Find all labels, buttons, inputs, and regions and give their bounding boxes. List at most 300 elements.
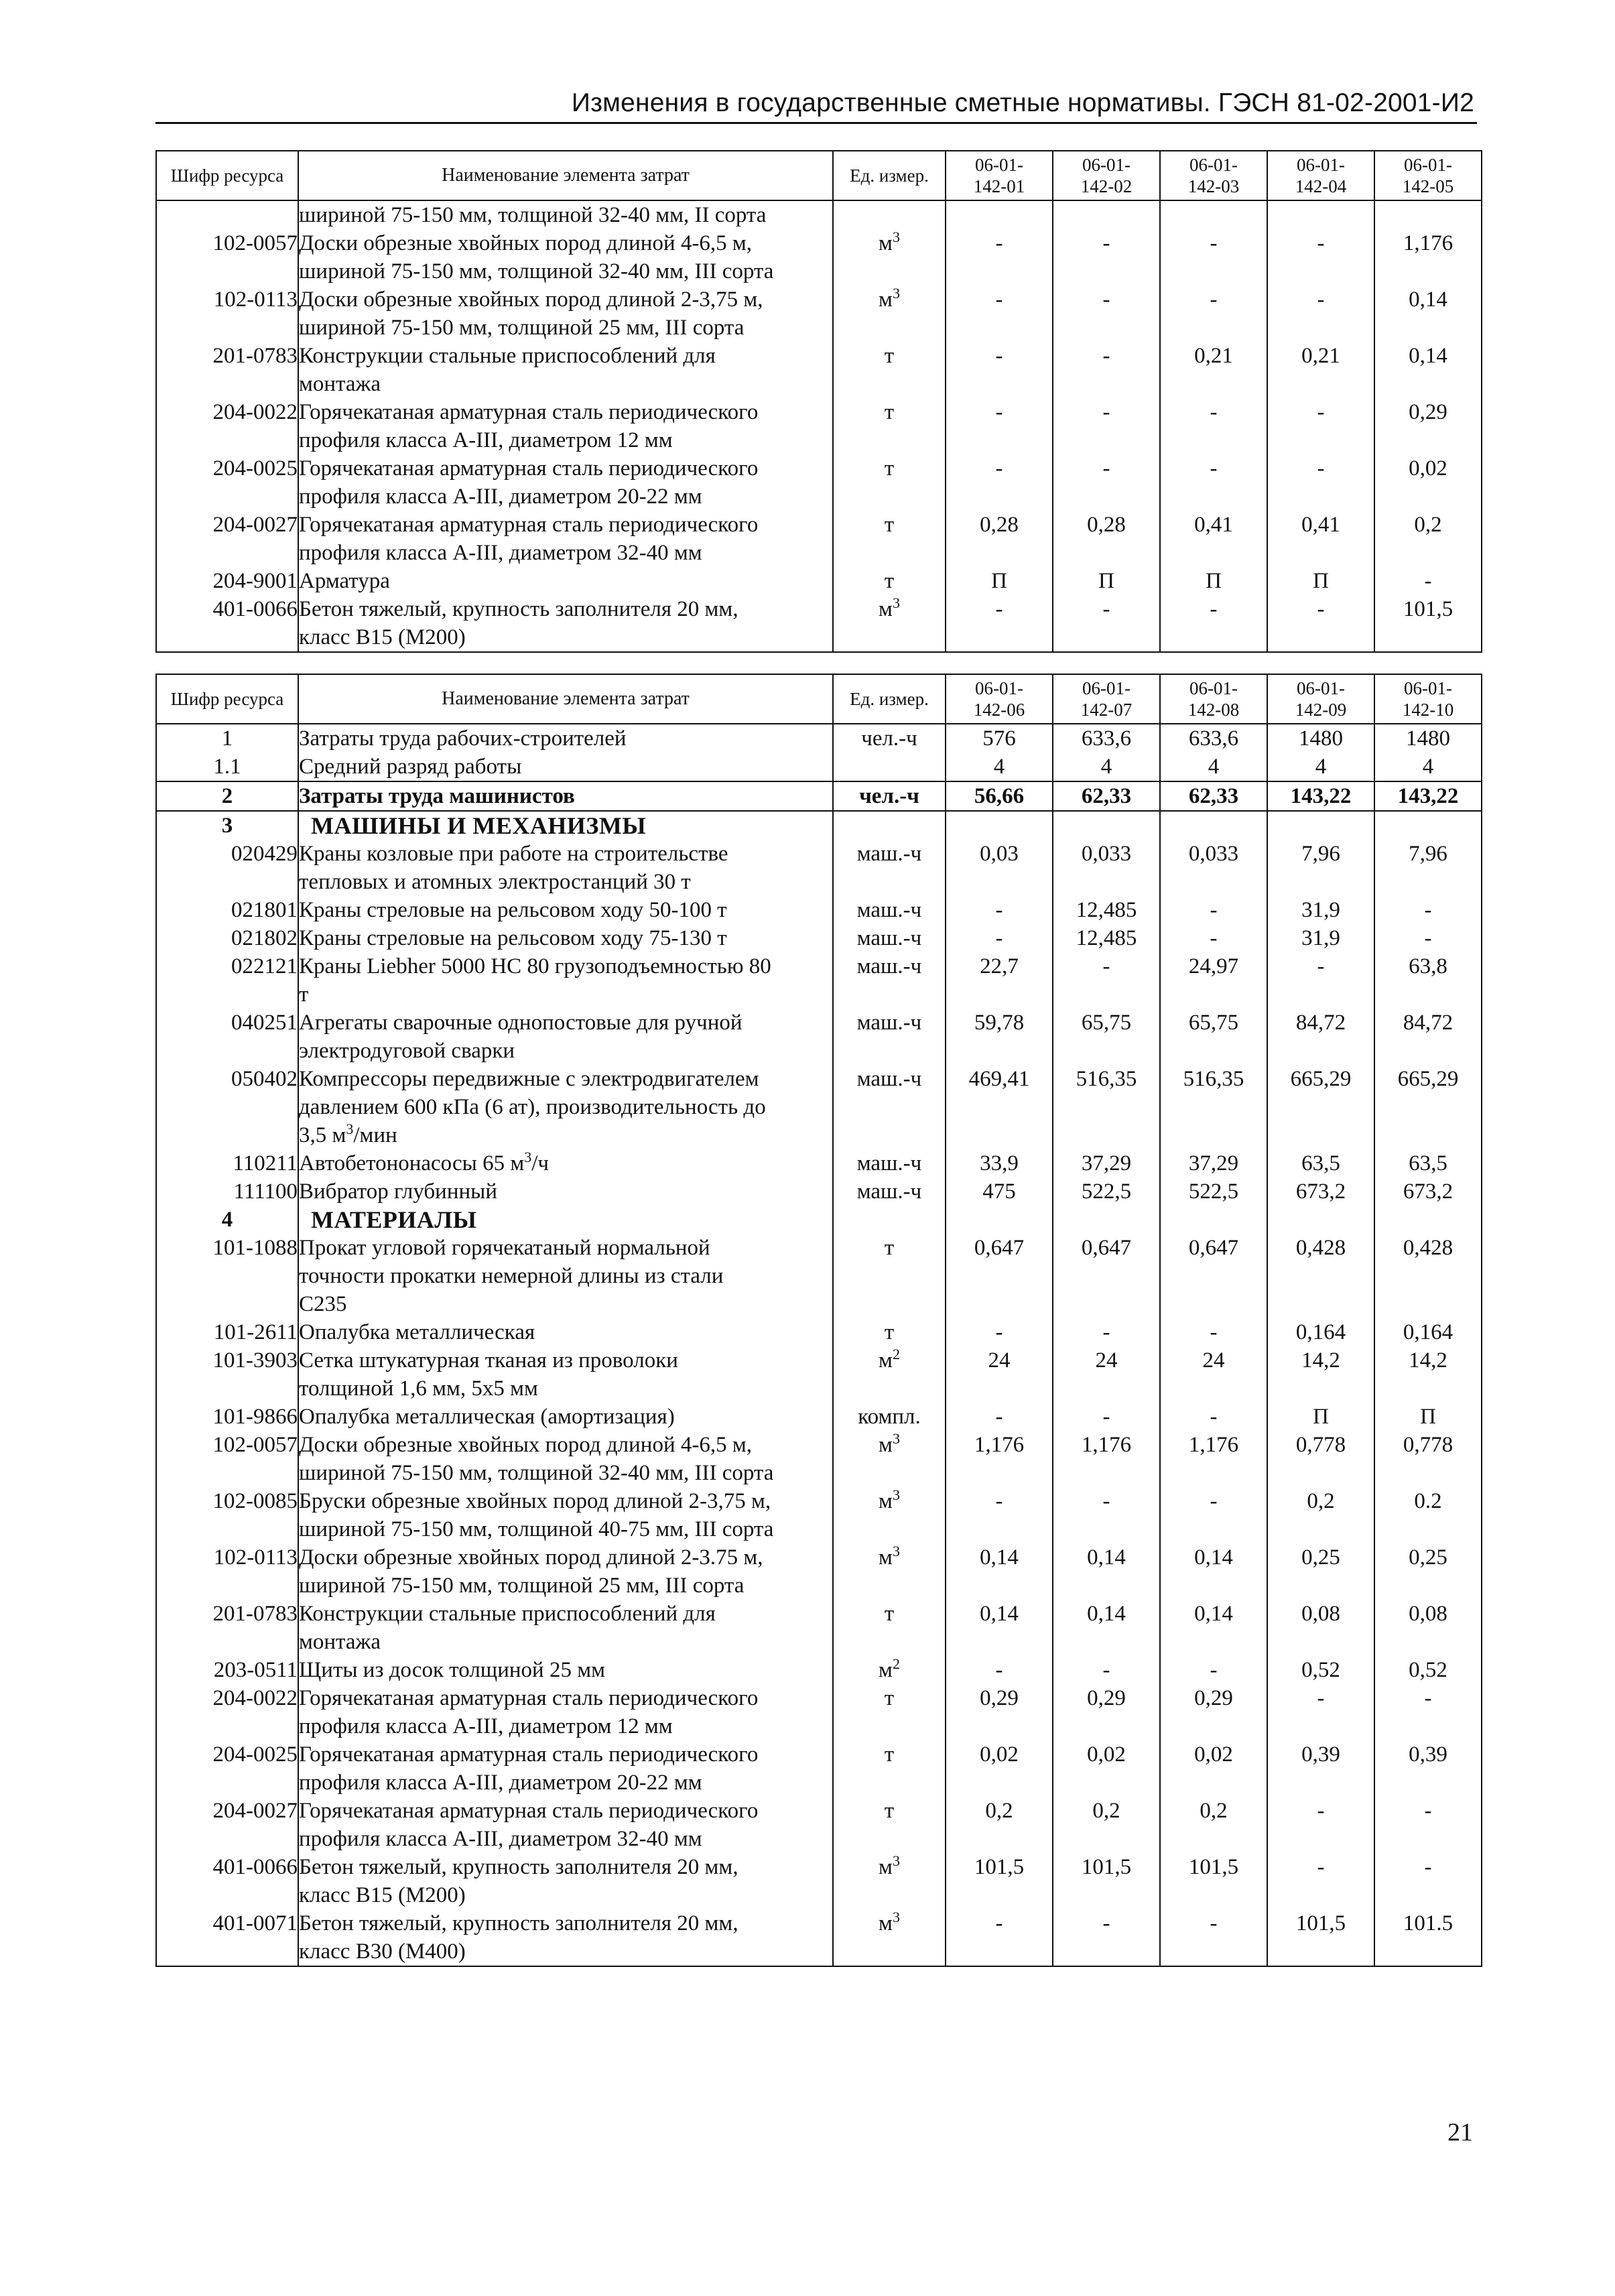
cell-norm-value: 24 xyxy=(946,1346,1053,1403)
cell-norm-value: 0,14 xyxy=(946,1543,1053,1600)
cell-resource-name xyxy=(298,1487,833,1543)
table-row xyxy=(156,1487,1482,1543)
cell-resource-name xyxy=(298,840,833,896)
cell-resource-code: 102-0085 xyxy=(156,1487,298,1543)
name-line: С235 xyxy=(299,1292,347,1316)
cell-resource-code: 040251 xyxy=(156,1009,298,1065)
cell-norm-value: 4 xyxy=(1267,753,1374,781)
table-row xyxy=(156,1346,1482,1403)
table-row xyxy=(156,1206,1482,1234)
cell-norm-value: 1,176 xyxy=(1053,1431,1160,1487)
cell-unit: $м^3$ xyxy=(833,1853,946,1909)
cell-norm-value: 63,5 xyxy=(1267,1149,1374,1177)
table-header-row xyxy=(156,674,1482,724)
name-line: Опалубка металлическая xyxy=(299,1320,535,1344)
cell-norm-value: - xyxy=(1160,1318,1267,1346)
cell-norm-value: 0,2 xyxy=(946,1797,1053,1853)
name-line: т xyxy=(299,982,309,1007)
name-line: класс В30 (М400) xyxy=(299,1939,466,1964)
cell-unit: маш.-ч xyxy=(833,1177,946,1206)
name-line: Краны козловые при работе на строительстве xyxy=(299,842,728,866)
name-line: Доски обрезные хвойных пород длиной 4-6,5 м, xyxy=(299,231,752,255)
name-line: профиля класса А-III, диаметром 12 мм xyxy=(299,1714,673,1738)
table-row xyxy=(156,200,1482,229)
cell-norm-value: - xyxy=(1053,1318,1160,1346)
col-header-name: Наименование элемента затрат xyxy=(298,674,833,724)
cell-resource-name xyxy=(298,1065,833,1149)
cell-resource-code: 021801 xyxy=(156,896,298,924)
cell-resource-name xyxy=(298,1656,833,1684)
cell-norm-value: 0,08 xyxy=(1267,1600,1374,1656)
cell-norm-value xyxy=(1160,200,1267,229)
cell-resource-name xyxy=(298,724,833,753)
cell-norm-value: - xyxy=(1160,595,1267,652)
table-row xyxy=(156,1600,1482,1656)
cell-norm-value xyxy=(1374,200,1482,229)
cell-resource-code: 204-0022 xyxy=(156,398,298,454)
name-line: монтажа xyxy=(299,372,381,396)
cell-unit: маш.-ч xyxy=(833,840,946,896)
cell-resource-name xyxy=(298,511,833,567)
col-header-norm: 06-01- 142-04 xyxy=(1267,151,1374,200)
cell-norm-value: 143,22 xyxy=(1374,781,1482,811)
cell-unit: маш.-ч xyxy=(833,952,946,1009)
cell-resource-code: 101-9866 xyxy=(156,1403,298,1431)
cell-norm-value: 143,22 xyxy=(1267,781,1374,811)
cell-resource-name xyxy=(298,1009,833,1065)
cell-norm-value: 1480 xyxy=(1374,724,1482,753)
table-row xyxy=(156,1909,1482,1966)
cell-resource-name xyxy=(298,1346,833,1403)
cell-resource-name xyxy=(298,1234,833,1318)
name-line: 3,5 $м^3$/мин xyxy=(299,1121,397,1147)
table-row xyxy=(156,454,1482,511)
cell-norm-value: 0.2 xyxy=(1374,1487,1482,1543)
cell-norm-value: 0,39 xyxy=(1374,1740,1482,1797)
cell-unit: $м^3$ xyxy=(833,1909,946,1966)
cell-norm-value: 0,29 xyxy=(946,1684,1053,1740)
name-line: Бетон тяжелый, крупность заполнителя 20 мм, xyxy=(299,597,738,621)
cell-norm-value: - xyxy=(1374,1797,1482,1853)
cell-norm-value: - xyxy=(1267,1853,1374,1909)
cell-resource-name xyxy=(298,1684,833,1740)
table-row xyxy=(156,952,1482,1009)
cell-unit: компл. xyxy=(833,1403,946,1431)
cell-norm-value: П xyxy=(1160,567,1267,595)
cell-norm-value: - xyxy=(1053,595,1160,652)
cell-norm-value: 7,96 xyxy=(1267,840,1374,896)
cell-norm-value xyxy=(1053,1206,1160,1234)
cell-resource-name xyxy=(298,1909,833,1966)
cell-resource-code: 1 xyxy=(156,724,298,753)
cell-unit: т xyxy=(833,342,946,398)
table-row xyxy=(156,567,1482,595)
cell-resource-name xyxy=(298,1543,833,1600)
cell-norm-value: 0,164 xyxy=(1267,1318,1374,1346)
cell-unit: $м^2$ xyxy=(833,1656,946,1684)
cell-norm-value: 0,2 xyxy=(1160,1797,1267,1853)
table-row xyxy=(156,1065,1482,1149)
col-header-unit: Ед. измер. xyxy=(833,674,946,724)
cell-unit xyxy=(833,811,946,840)
cell-norm-value: 0,2 xyxy=(1267,1487,1374,1543)
cell-norm-value: - xyxy=(946,454,1053,511)
name-line: Агрегаты сварочные однопостовые для ручной xyxy=(299,1011,742,1035)
name-line: Доски обрезные хвойных пород длиной 4-6,5 м, xyxy=(299,1433,752,1457)
name-line: шириной 75-150 мм, толщиной 40-75 мм, III сорта xyxy=(299,1517,774,1541)
cell-resource-code: 102-0057 xyxy=(156,229,298,285)
cell-norm-value: - xyxy=(1160,398,1267,454)
cell-unit: т xyxy=(833,567,946,595)
cell-norm-value: 101,5 xyxy=(1160,1853,1267,1909)
cell-norm-value: - xyxy=(946,896,1053,924)
name-line: профиля класса А-III, диаметром 20-22 мм xyxy=(299,485,702,509)
cell-resource-name xyxy=(298,454,833,511)
table-row xyxy=(156,285,1482,342)
cell-norm-value xyxy=(1160,811,1267,840)
cell-norm-value: 0,428 xyxy=(1374,1234,1482,1318)
resource-table-2 xyxy=(155,674,1482,1967)
table-row xyxy=(156,924,1482,952)
table-row xyxy=(156,1009,1482,1065)
col-header-name: Наименование элемента затрат xyxy=(298,151,833,200)
name-line: класс В15 (М200) xyxy=(299,1883,466,1907)
table-row xyxy=(156,811,1482,840)
cell-resource-code: 101-3903 xyxy=(156,1346,298,1403)
table-row xyxy=(156,229,1482,285)
cell-resource-code: 111100 xyxy=(156,1177,298,1206)
name-line: Затраты труда рабочих-строителей xyxy=(299,726,627,751)
table-row xyxy=(156,1740,1482,1797)
name-line: тепловых и атомных электростанций 30 т xyxy=(299,870,691,894)
cell-unit: $м^2$ xyxy=(833,1346,946,1403)
col-header-unit: Ед. измер. xyxy=(833,151,946,200)
cell-norm-value: 0,29 xyxy=(1160,1684,1267,1740)
cell-unit: т xyxy=(833,454,946,511)
cell-norm-value xyxy=(1160,1206,1267,1234)
cell-norm-value: 33,9 xyxy=(946,1149,1053,1177)
cell-norm-value: - xyxy=(1267,229,1374,285)
name-line: профиля класса А-III, диаметром 32-40 мм xyxy=(299,541,702,565)
col-header-norm: 06-01- 142-05 xyxy=(1374,151,1482,200)
cell-norm-value: 469,41 xyxy=(946,1065,1053,1149)
col-header-code: Шифр ресурса xyxy=(156,151,298,200)
cell-norm-value: 0,41 xyxy=(1267,511,1374,567)
name-line: Горячекатаная арматурная сталь периодического xyxy=(299,1686,759,1710)
cell-resource-name xyxy=(298,398,833,454)
cell-resource-code: 204-0025 xyxy=(156,1740,298,1797)
cell-norm-value: 56,66 xyxy=(946,781,1053,811)
cell-unit: маш.-ч xyxy=(833,924,946,952)
cell-norm-value: - xyxy=(1160,896,1267,924)
name-line: давлением 600 кПа (6 ат), производительность до xyxy=(299,1095,766,1119)
cell-norm-value: 84,72 xyxy=(1267,1009,1374,1065)
cell-norm-value: - xyxy=(1160,1909,1267,1966)
table-row xyxy=(156,753,1482,781)
cell-norm-value: - xyxy=(946,1909,1053,1966)
cell-norm-value: 673,2 xyxy=(1374,1177,1482,1206)
cell-resource-name xyxy=(298,896,833,924)
cell-unit: маш.-ч xyxy=(833,1065,946,1149)
name-line: Средний разряд работы xyxy=(299,755,522,779)
cell-norm-value: 84,72 xyxy=(1374,1009,1482,1065)
cell-norm-value: 24 xyxy=(1053,1346,1160,1403)
cell-norm-value: 0,41 xyxy=(1160,511,1267,567)
cell-unit xyxy=(833,1206,946,1234)
cell-norm-value: - xyxy=(1267,1797,1374,1853)
cell-norm-value xyxy=(946,200,1053,229)
cell-resource-name xyxy=(298,200,833,229)
name-line: монтажа xyxy=(299,1630,381,1654)
cell-norm-value: 475 xyxy=(946,1177,1053,1206)
cell-norm-value: П xyxy=(1374,1403,1482,1431)
cell-resource-name xyxy=(298,229,833,285)
cell-norm-value xyxy=(946,811,1053,840)
name-line: толщиной 1,6 мм, 5x5 мм xyxy=(299,1377,538,1401)
cell-norm-value: - xyxy=(1160,229,1267,285)
cell-resource-name xyxy=(298,1797,833,1853)
cell-resource-code: 204-0027 xyxy=(156,511,298,567)
name-line: Щиты из досок толщиной 25 мм xyxy=(299,1658,605,1682)
cell-norm-value: 576 xyxy=(946,724,1053,753)
name-line: Горячекатаная арматурная сталь периодического xyxy=(299,456,759,481)
cell-norm-value: 37,29 xyxy=(1053,1149,1160,1177)
cell-resource-code: 102-0113 xyxy=(156,285,298,342)
col-header-norm: 06-01- 142-02 xyxy=(1053,151,1160,200)
cell-norm-value: - xyxy=(1267,285,1374,342)
cell-norm-value: 0,29 xyxy=(1374,398,1482,454)
cell-norm-value: - xyxy=(1160,924,1267,952)
cell-norm-value xyxy=(1374,1206,1482,1234)
cell-resource-name xyxy=(298,781,833,811)
cell-norm-value: 665,29 xyxy=(1374,1065,1482,1149)
cell-norm-value: - xyxy=(1053,1487,1160,1543)
cell-resource-code: 203-0511 xyxy=(156,1656,298,1684)
cell-norm-value: - xyxy=(1053,454,1160,511)
cell-resource-name xyxy=(298,595,833,652)
cell-unit: т xyxy=(833,398,946,454)
cell-resource-name xyxy=(298,1149,833,1177)
cell-norm-value: - xyxy=(1267,398,1374,454)
cell-norm-value: 0,14 xyxy=(1374,342,1482,398)
cell-resource-name xyxy=(298,1177,833,1206)
cell-norm-value: 14,2 xyxy=(1267,1346,1374,1403)
cell-norm-value: 0,02 xyxy=(1374,454,1482,511)
table-row xyxy=(156,896,1482,924)
cell-norm-value: - xyxy=(946,1318,1053,1346)
cell-unit: т xyxy=(833,1797,946,1853)
cell-norm-value: 4 xyxy=(946,753,1053,781)
cell-norm-value: 1,176 xyxy=(1374,229,1482,285)
col-header-norm: 06-01- 142-08 xyxy=(1160,674,1267,724)
cell-norm-value: 62,33 xyxy=(1160,781,1267,811)
cell-norm-value xyxy=(946,1206,1053,1234)
cell-resource-code: 102-0057 xyxy=(156,1431,298,1487)
col-header-norm: 06-01- 142-09 xyxy=(1267,674,1374,724)
cell-resource-code: 101-2611 xyxy=(156,1318,298,1346)
col-header-norm: 06-01- 142-07 xyxy=(1053,674,1160,724)
cell-norm-value: П xyxy=(1267,567,1374,595)
running-header-title: Изменения в государственные сметные нормативы. ГЭСН 81-02-2001-И2 xyxy=(571,88,1474,117)
cell-norm-value: - xyxy=(1374,1684,1482,1740)
cell-norm-value: - xyxy=(1160,1487,1267,1543)
name-line: Доски обрезные хвойных пород длиной 2-3,75 м, xyxy=(299,288,763,312)
cell-norm-value: - xyxy=(1160,285,1267,342)
cell-norm-value: 31,9 xyxy=(1267,924,1374,952)
cell-norm-value: 101,5 xyxy=(1053,1853,1160,1909)
cell-norm-value: - xyxy=(946,1487,1053,1543)
cell-unit: $м^3$ xyxy=(833,1487,946,1543)
page-number: 21 xyxy=(1447,2118,1473,2147)
cell-resource-name xyxy=(298,1740,833,1797)
name-line: Вибратор глубинный xyxy=(299,1179,497,1204)
cell-unit xyxy=(833,200,946,229)
table-row xyxy=(156,1431,1482,1487)
cell-resource-code: 204-0025 xyxy=(156,454,298,511)
name-line: Краны стреловые на рельсовом ходу 75-130 т xyxy=(299,926,727,950)
table-row xyxy=(156,1318,1482,1346)
name-line: Доски обрезные хвойных пород длиной 2-3.75 м, xyxy=(299,1545,763,1570)
cell-norm-value: 1480 xyxy=(1267,724,1374,753)
name-line: Краны Liebher 5000 HC 80 грузоподъемностью 80 xyxy=(299,954,771,978)
name-line: Краны стреловые на рельсовом ходу 50-100 т xyxy=(299,898,727,922)
cell-resource-code: 020429 xyxy=(156,840,298,896)
name-line: шириной 75-150 мм, толщиной 32-40 мм, II сорта xyxy=(299,203,767,227)
cell-norm-value: 63,5 xyxy=(1374,1149,1482,1177)
cell-unit: т xyxy=(833,511,946,567)
cell-norm-value xyxy=(1053,200,1160,229)
name-line: шириной 75-150 мм, толщиной 25 мм, III сорта xyxy=(299,316,745,340)
cell-resource-code: 3 xyxy=(156,811,298,840)
table-row xyxy=(156,511,1482,567)
cell-norm-value: 4 xyxy=(1053,753,1160,781)
cell-resource-name xyxy=(298,1431,833,1487)
table-row xyxy=(156,398,1482,454)
name-line: Бетон тяжелый, крупность заполнителя 20 мм, xyxy=(299,1911,738,1935)
name-line: Бетон тяжелый, крупность заполнителя 20 мм, xyxy=(299,1855,738,1879)
cell-norm-value: 0,28 xyxy=(1053,511,1160,567)
section-title: МАТЕРИАЛЫ xyxy=(311,1206,477,1233)
name-line: Компрессоры передвижные с электродвигателем xyxy=(299,1067,759,1091)
cell-norm-value: 0,02 xyxy=(946,1740,1053,1797)
cell-norm-value: - xyxy=(1267,454,1374,511)
cell-norm-value: - xyxy=(1374,567,1482,595)
cell-norm-value: 101,5 xyxy=(1374,595,1482,652)
cell-unit: $м^3$ xyxy=(833,229,946,285)
cell-norm-value: 0,52 xyxy=(1374,1656,1482,1684)
cell-norm-value: 0,778 xyxy=(1267,1431,1374,1487)
cell-resource-name xyxy=(298,285,833,342)
cell-norm-value: 0,647 xyxy=(1160,1234,1267,1318)
name-line: профиля класса А-III, диаметром 32-40 мм xyxy=(299,1827,702,1851)
cell-unit: маш.-ч xyxy=(833,896,946,924)
cell-unit: маш.-ч xyxy=(833,1149,946,1177)
cell-norm-value: - xyxy=(1160,1403,1267,1431)
cell-resource-code: 401-0066 xyxy=(156,595,298,652)
cell-norm-value: 0,14 xyxy=(1374,285,1482,342)
cell-norm-value: - xyxy=(946,595,1053,652)
cell-norm-value: - xyxy=(946,342,1053,398)
cell-unit: маш.-ч xyxy=(833,1009,946,1065)
cell-resource-code: 102-0113 xyxy=(156,1543,298,1600)
cell-resource-name xyxy=(298,342,833,398)
table-row xyxy=(156,1543,1482,1600)
name-line: электродуговой сварки xyxy=(299,1039,515,1063)
cell-resource-code: 201-0783 xyxy=(156,1600,298,1656)
cell-norm-value: - xyxy=(1053,398,1160,454)
cell-norm-value: 0,39 xyxy=(1267,1740,1374,1797)
cell-norm-value: 516,35 xyxy=(1160,1065,1267,1149)
name-line: Конструкции стальные приспособлений для xyxy=(299,1602,716,1626)
cell-resource-code: 204-0022 xyxy=(156,1684,298,1740)
col-header-norm: 06-01- 142-06 xyxy=(946,674,1053,724)
cell-resource-code: 022121 xyxy=(156,952,298,1009)
cell-norm-value: - xyxy=(1160,1656,1267,1684)
table-row xyxy=(156,840,1482,896)
cell-norm-value: - xyxy=(1053,1656,1160,1684)
cell-unit: т xyxy=(833,1234,946,1318)
col-header-code: Шифр ресурса xyxy=(156,674,298,724)
cell-norm-value: - xyxy=(1374,924,1482,952)
cell-norm-value: 59,78 xyxy=(946,1009,1053,1065)
cell-norm-value: - xyxy=(1053,1403,1160,1431)
cell-norm-value: 0,14 xyxy=(1160,1600,1267,1656)
cell-unit: т xyxy=(833,1684,946,1740)
cell-resource-code: 201-0783 xyxy=(156,342,298,398)
running-header xyxy=(155,79,1477,124)
cell-norm-value: 31,9 xyxy=(1267,896,1374,924)
cell-norm-value: 0,14 xyxy=(946,1600,1053,1656)
cell-norm-value: 0,28 xyxy=(946,511,1053,567)
cell-norm-value: 1,176 xyxy=(1160,1431,1267,1487)
name-line: Горячекатаная арматурная сталь периодического xyxy=(299,1799,759,1823)
name-line: Автобетононасосы 65 $м^3/ч$ xyxy=(299,1149,549,1175)
name-line: Прокат угловой горячекатаный нормальной xyxy=(299,1236,710,1260)
cell-unit: $м^3$ xyxy=(833,1431,946,1487)
cell-norm-value: 522,5 xyxy=(1160,1177,1267,1206)
cell-norm-value: 0,03 xyxy=(946,840,1053,896)
cell-norm-value: 0,29 xyxy=(1053,1684,1160,1740)
cell-norm-value: П xyxy=(946,567,1053,595)
cell-norm-value: 101,5 xyxy=(1267,1909,1374,1966)
name-line: Арматура xyxy=(299,569,390,593)
cell-unit xyxy=(833,753,946,781)
cell-norm-value: 0,02 xyxy=(1160,1740,1267,1797)
cell-resource-code xyxy=(156,200,298,229)
name-line: Сетка штукатурная тканая из проволоки xyxy=(299,1348,678,1373)
cell-norm-value: 12,485 xyxy=(1053,924,1160,952)
cell-norm-value: 65,75 xyxy=(1160,1009,1267,1065)
cell-norm-value: 673,2 xyxy=(1267,1177,1374,1206)
cell-norm-value: 37,29 xyxy=(1160,1149,1267,1177)
cell-norm-value: П xyxy=(1267,1403,1374,1431)
cell-norm-value: 0,033 xyxy=(1160,840,1267,896)
cell-norm-value: 24,97 xyxy=(1160,952,1267,1009)
section-title: МАШИНЫ И МЕХАНИЗМЫ xyxy=(311,812,647,839)
cell-norm-value: 522,5 xyxy=(1053,1177,1160,1206)
cell-resource-name xyxy=(298,1853,833,1909)
cell-resource-code: 050402 xyxy=(156,1065,298,1149)
cell-norm-value: - xyxy=(946,398,1053,454)
cell-norm-value: - xyxy=(1267,1684,1374,1740)
table-row xyxy=(156,1853,1482,1909)
cell-norm-value: - xyxy=(946,1403,1053,1431)
cell-norm-value: 0,14 xyxy=(1053,1543,1160,1600)
cell-resource-code: 021802 xyxy=(156,924,298,952)
cell-norm-value xyxy=(1053,811,1160,840)
cell-unit: $м^3$ xyxy=(833,1543,946,1600)
cell-norm-value: 62,33 xyxy=(1053,781,1160,811)
